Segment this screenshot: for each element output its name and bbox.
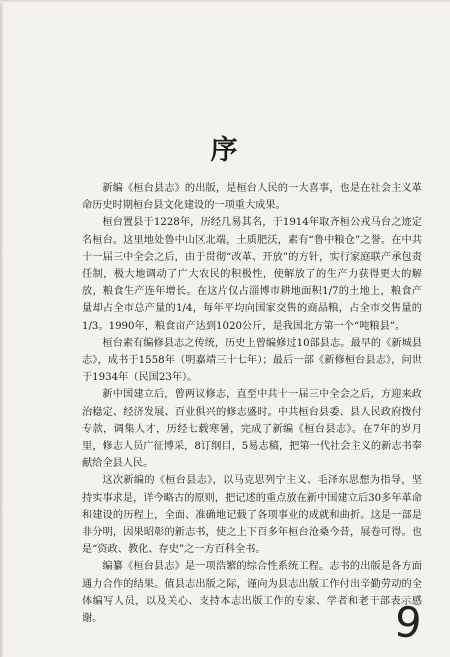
handwritten-page-number: 9 <box>392 596 424 649</box>
paragraph-5: 这次新编的《桓台县志》，以马克思列宁主义、毛泽东思想为指导，坚持实事求是，详今略古的原则，把记述的重点放在新中国建立后30多年革命和建设的历程上，全面、准确地记载了各项事业的成就和曲折。这是一部是非分明，因果昭彰的新志书，使之上下百多年桓台沧桑今昔，展卷可得。也是“资政、教化、存史”之一方百科全书。 <box>82 475 422 556</box>
paragraph-6: 编纂《桓台县志》是一项浩繁的综合性系统工程。志书的出版是各方面通力合作的结果。值县志出版之际，谨向为县志出版工作付出辛勤劳动的全体编写人员，以及关心、支持本志出版工作的专家、学者和老干部表示感谢。 <box>82 561 422 625</box>
paragraph-1: 新编《桓台县志》的出版，是桓台人民的一大喜事，也是在社会主义革命历史时期桓台县文化建设的一项重大成果。 <box>82 183 422 212</box>
paragraph-2: 桓台置县于1228年，历经几易其名，于1914年取齐桓公戎马台之迹定名桓台。这里地处鲁中山区北端，土质肥沃，素有“鲁中粮仓”之誉。在中共十一届三中全会之后，由于贯彻“改革、开放”的方针，实行家庭联产承包责任制，极大地调动了广大农民的积极性，使解放了的生产力获得更大的解放，粮食生产连年增长。在这片仅占淄博市耕地面积1/7的土地上，粮食产量却占全市总产量的1/4，每年平均向国家交售的商品粮，占全市交售量的1/3。1990年，粮食亩产达到1020公斤，是我国北方第一个“吨粮县”。 <box>82 217 422 332</box>
preface-body <box>82 180 422 627</box>
page-title: 序 <box>210 135 240 166</box>
scan-edge-shadow-top <box>0 0 450 3</box>
scan-edge-shadow <box>0 0 4 657</box>
paragraph-4: 新中国建立后，曾两议修志，直至中共十一届三中全会之后，方迎来政治稳定、经济发展、百业俱兴的修志盛时。中共桓台县委、县人民政府拨付专款，调集人才，历经七载寒暑，完成了新编《桓台县志》。在7年的岁月里，修志人员广征博采，8订纲目，5易志稿，把第一代社会主义的新志书奉献给全县人民。 <box>82 389 422 470</box>
paragraph-3: 桓台素有编修县志之传统，历史上曾编修过10部县志。最早的《新城县志》，成书于1558年（明嘉靖三十七年）；最后一部《新修桓台县志》，问世于1934年（民国23年）。 <box>82 337 422 384</box>
